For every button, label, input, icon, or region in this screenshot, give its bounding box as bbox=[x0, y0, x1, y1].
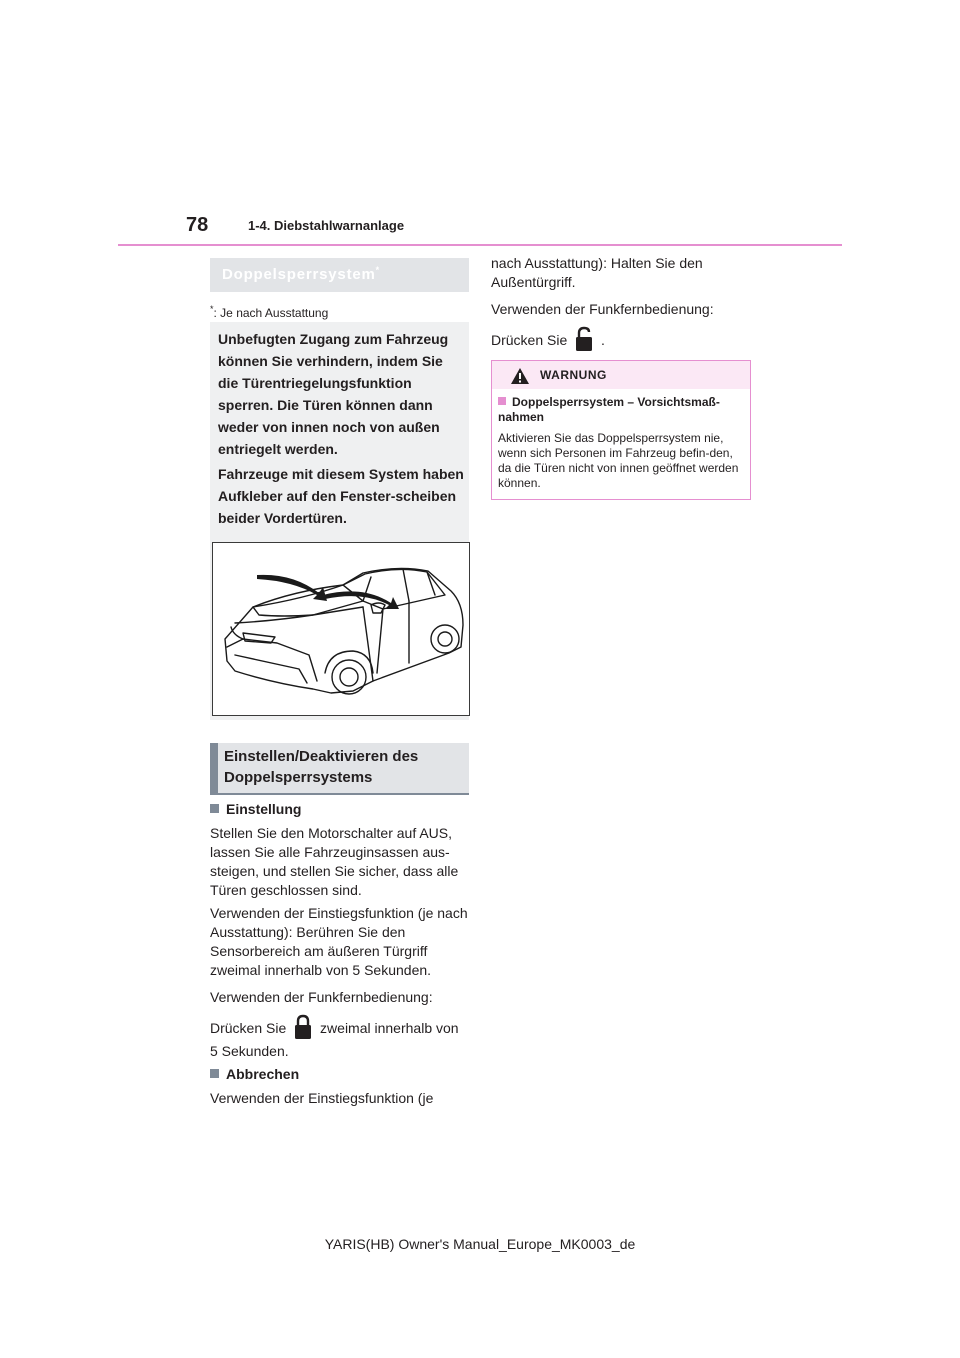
intro-box bbox=[210, 322, 469, 720]
intro-paragraph-2: Fahrzeuge mit diesem System haben Aufkleber auf den Fenster-scheiben beider Vordertüren. bbox=[218, 466, 464, 526]
setting-heading: Einstellung bbox=[210, 801, 301, 817]
intro-text bbox=[218, 328, 464, 532]
cancel-heading: Abbrechen bbox=[210, 1066, 299, 1082]
subheading-accent bbox=[210, 743, 218, 793]
car-illustration bbox=[212, 542, 470, 716]
cancel-paragraph-1-continued: nach Ausstattung): Halten Sie den Außentürgriff. bbox=[491, 255, 703, 290]
warning-box bbox=[491, 360, 751, 500]
warning-header bbox=[492, 361, 750, 389]
square-bullet-icon bbox=[210, 804, 219, 813]
lock-icon bbox=[293, 1014, 313, 1040]
setting-paragraph-4: Drücken Sie zweimal innerhalb von bbox=[210, 1014, 472, 1040]
section-title: Doppelsperrsystem* bbox=[222, 265, 380, 283]
subheading-title: Einstellen/Deaktivieren des Doppelsperrsystems bbox=[224, 748, 419, 786]
car-drawing bbox=[213, 543, 469, 715]
section-label: 1-4. Diebstahlwarnanlage bbox=[248, 218, 405, 233]
page-number: 78 bbox=[186, 214, 209, 236]
warning-label: WARNUNG bbox=[540, 368, 607, 382]
setting-paragraph-3: Verwenden der Funkfernbedienung: bbox=[210, 989, 433, 1005]
setting-paragraph-1: Stellen Sie den Motorschalter auf AUS, lassen Sie alle Fahrzeuginsassen aus-steigen, und stellen Sie sicher, dass alle Türen geschlossen sind. bbox=[210, 825, 459, 898]
subheading-bar bbox=[210, 743, 469, 795]
warning-triangle-icon bbox=[510, 367, 530, 385]
cancel-paragraph-1: Verwenden der Einstiegsfunktion (je bbox=[210, 1090, 434, 1106]
square-bullet-icon bbox=[210, 1069, 219, 1078]
intro-paragraph-1: Unbefugten Zugang zum Fahrzeug können Sie verhindern, indem Sie die Türentriegelungsfunktion sperren. Die Türen können dann weder von innen noch von außen entriegelt werden. bbox=[218, 331, 449, 457]
cancel-paragraph-2: Verwenden der Funkfernbedienung: bbox=[491, 301, 714, 317]
square-bullet-icon bbox=[498, 397, 506, 405]
unlock-icon bbox=[574, 326, 594, 352]
cancel-paragraph-3: Drücken Sie . bbox=[491, 326, 753, 352]
warning-body: Aktivieren Sie das Doppelsperrsystem nie, wenn sich Personen im Fahrzeug befin-den, da die Türen nicht von innen geöffnet werden können. bbox=[498, 431, 739, 490]
footnote: *: Je nach Ausstattung bbox=[210, 304, 329, 320]
warning-title: Doppelsperrsystem – Vorsichtsmaß-nahmen bbox=[498, 395, 720, 424]
setting-paragraph-2: Verwenden der Einstiegsfunktion (je nach Ausstattung): Berühren Sie den Sensorbereich am äußeren Türgriff zweimal innerhalb von 5 Sekunden. bbox=[210, 905, 468, 978]
setting-paragraph-5: 5 Sekunden. bbox=[210, 1043, 289, 1059]
section-title-bar bbox=[210, 258, 469, 292]
header-rule bbox=[118, 244, 842, 246]
page-footer: YARIS(HB) Owner's Manual_Europe_MK0003_de bbox=[324, 1236, 636, 1252]
